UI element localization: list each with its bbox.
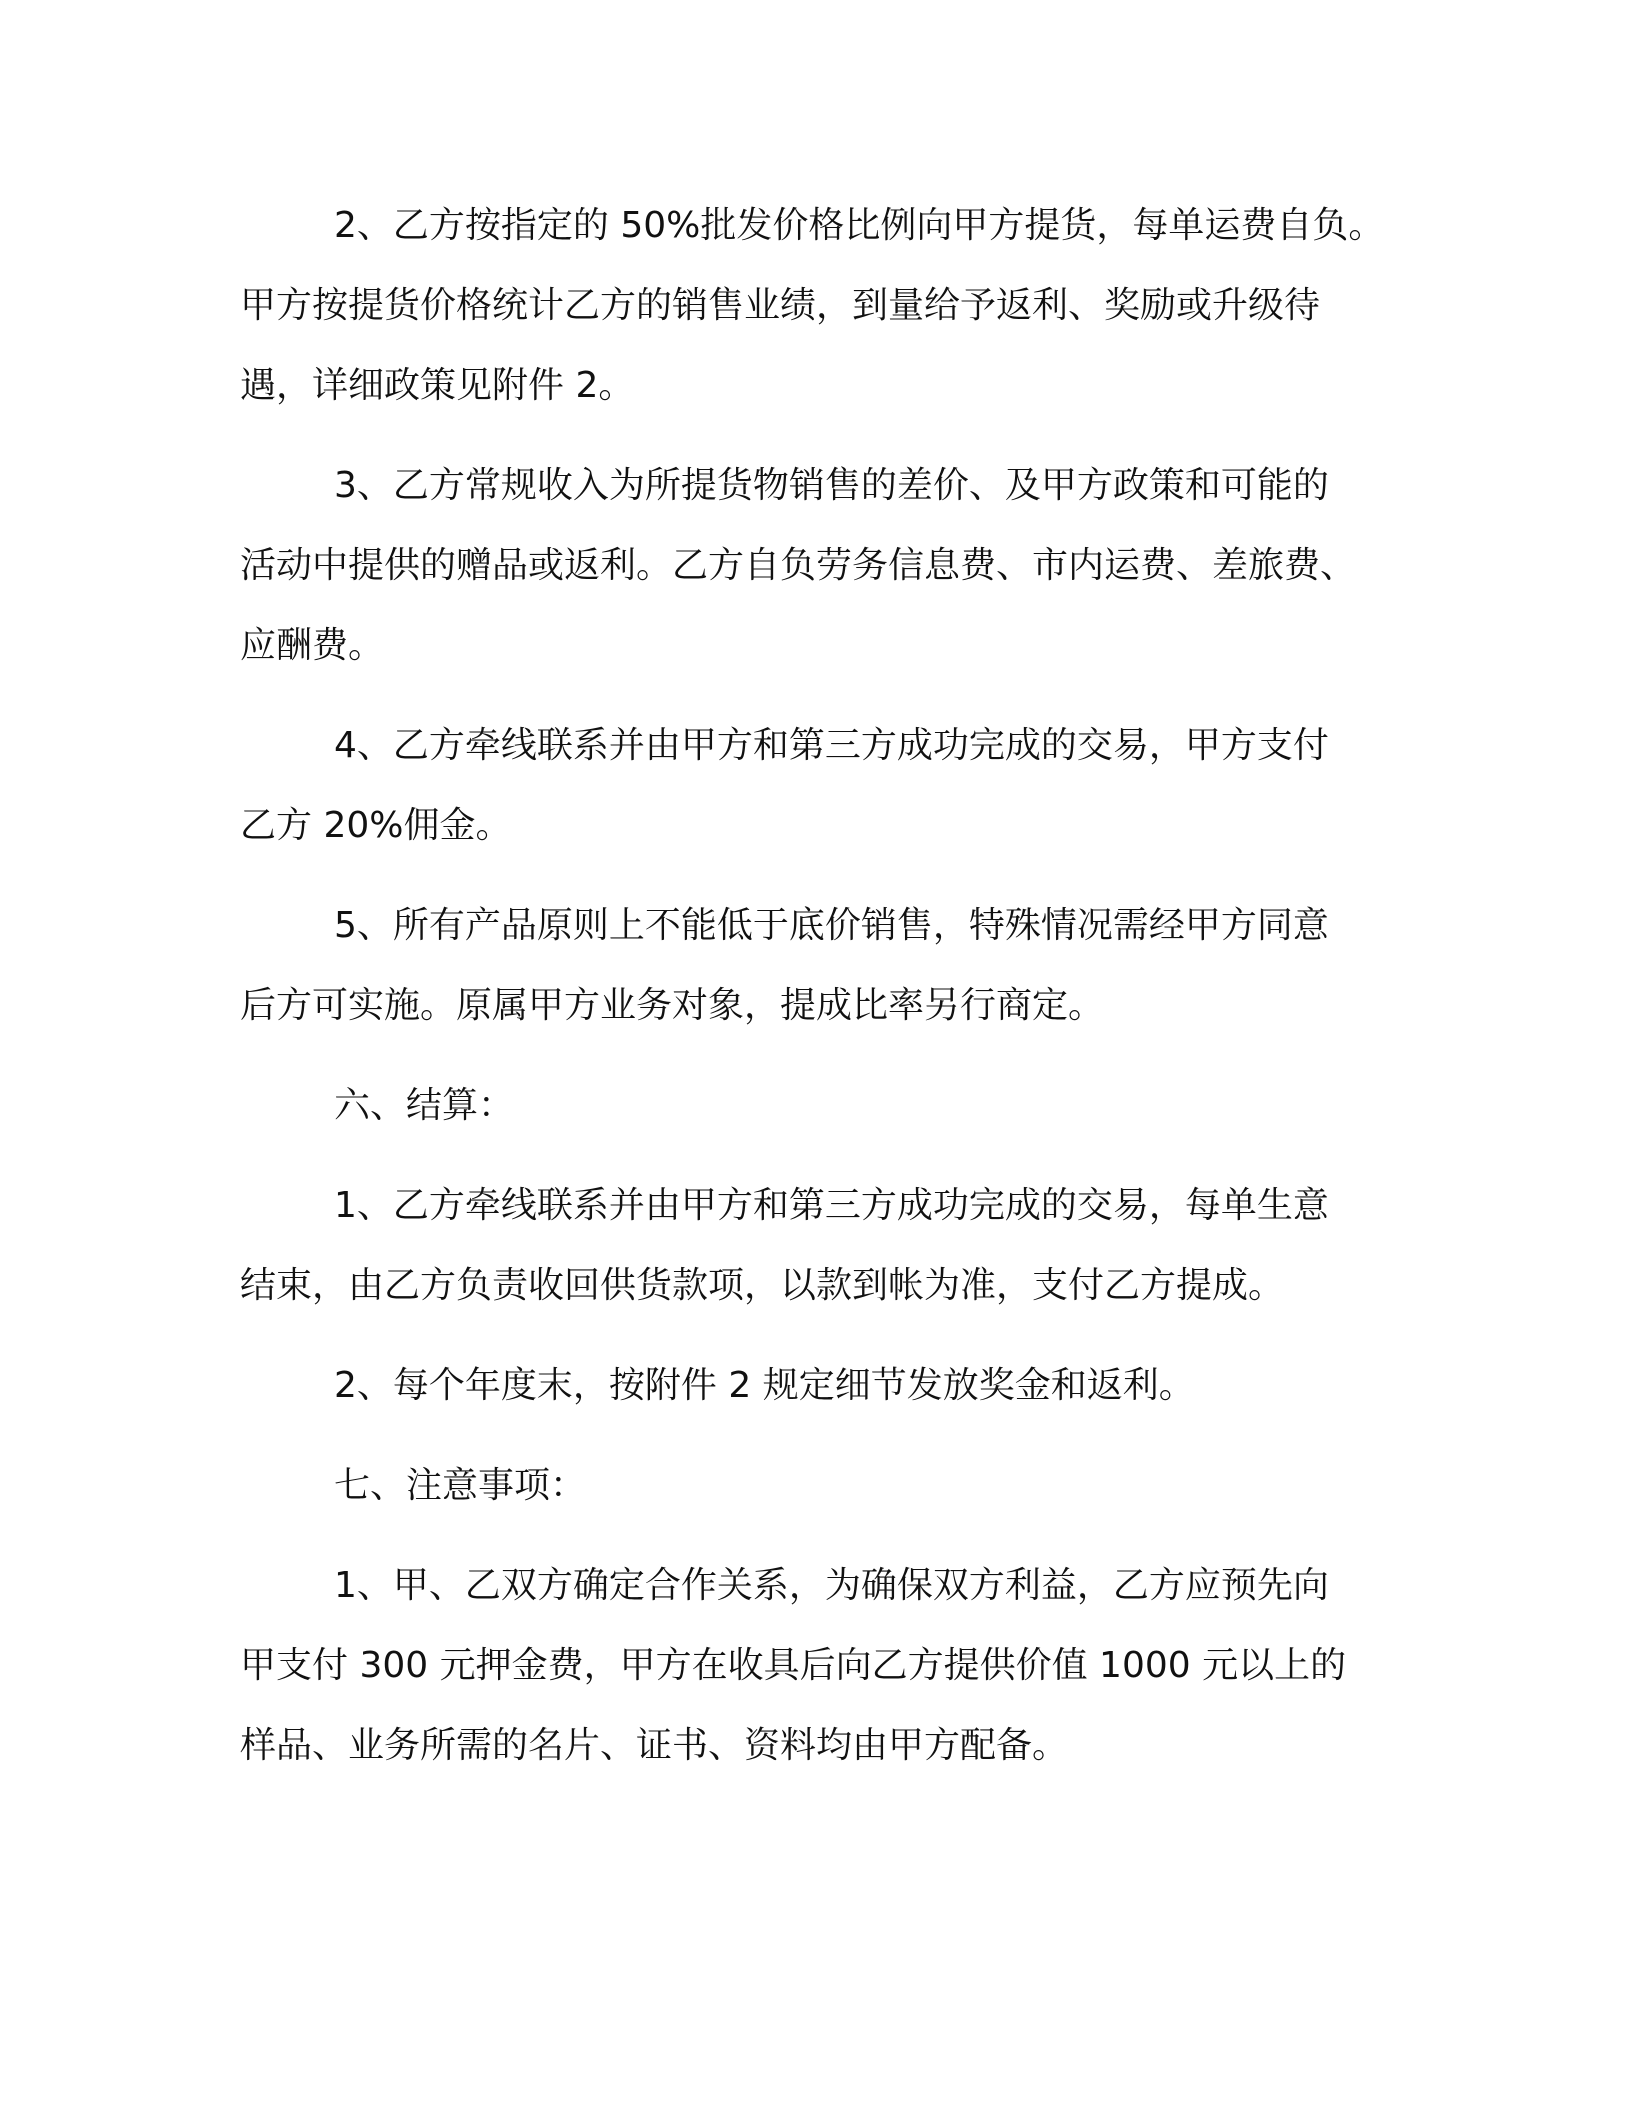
document-body [240, 186, 1385, 1806]
paragraph-settlement-1 [240, 1166, 1380, 1326]
text-line: 结束，由乙方负责收回供货款项，以款到帐为准，支付乙方提成。 [240, 1265, 1285, 1306]
paragraph-income-terms [240, 446, 1380, 686]
text-line: 2、乙方按指定的 50%批发价格比例向甲方提货，每单运费自负。 [334, 205, 1385, 246]
text-line: 样品、业务所需的名片、证书、资料均由甲方配备。 [240, 1725, 1069, 1766]
text-line: 后方可实施。原属甲方业务对象，提成比率另行商定。 [240, 985, 1105, 1026]
paragraph-settlement-2 [240, 1346, 1380, 1426]
text-line: 遇，详细政策见附件 2。 [240, 365, 635, 406]
text-line: 3、乙方常规收入为所提货物销售的差价、及甲方政策和可能的 [334, 465, 1329, 506]
text-line: 乙方 20%佣金。 [240, 805, 512, 846]
section-heading-settlement [240, 1066, 1380, 1146]
text-line: 4、乙方牵线联系并由甲方和第三方成功完成的交易，甲方支付 [334, 725, 1329, 766]
text-line: 甲支付 300 元押金费，甲方在收具后向乙方提供价值 1000 元以上的 [240, 1645, 1347, 1686]
paragraph-purchase-terms [240, 186, 1385, 426]
text-line: 1、乙方牵线联系并由甲方和第三方成功完成的交易，每单生意 [334, 1185, 1329, 1226]
text-line: 2、每个年度末，按附件 2 规定细节发放奖金和返利。 [334, 1365, 1195, 1406]
text-line: 应酬费。 [240, 625, 385, 666]
paragraph-pricing-rule [240, 886, 1380, 1046]
text-line: 1、甲、乙双方确定合作关系，为确保双方利益，乙方应预先向 [334, 1565, 1329, 1606]
section-heading: 七、注意事项： [334, 1465, 587, 1506]
text-line: 活动中提供的赠品或返利。乙方自负劳务信息费、市内运费、差旅费、 [240, 545, 1357, 586]
section-heading-notes [240, 1446, 1380, 1526]
section-heading: 六、结算： [334, 1085, 515, 1126]
text-line: 甲方按提货价格统计乙方的销售业绩，到量给予返利、奖励或升级待 [240, 285, 1321, 326]
text-line: 5、所有产品原则上不能低于底价销售，特殊情况需经甲方同意 [334, 905, 1329, 946]
paragraph-commission [240, 706, 1380, 866]
paragraph-notes-1 [240, 1546, 1380, 1786]
